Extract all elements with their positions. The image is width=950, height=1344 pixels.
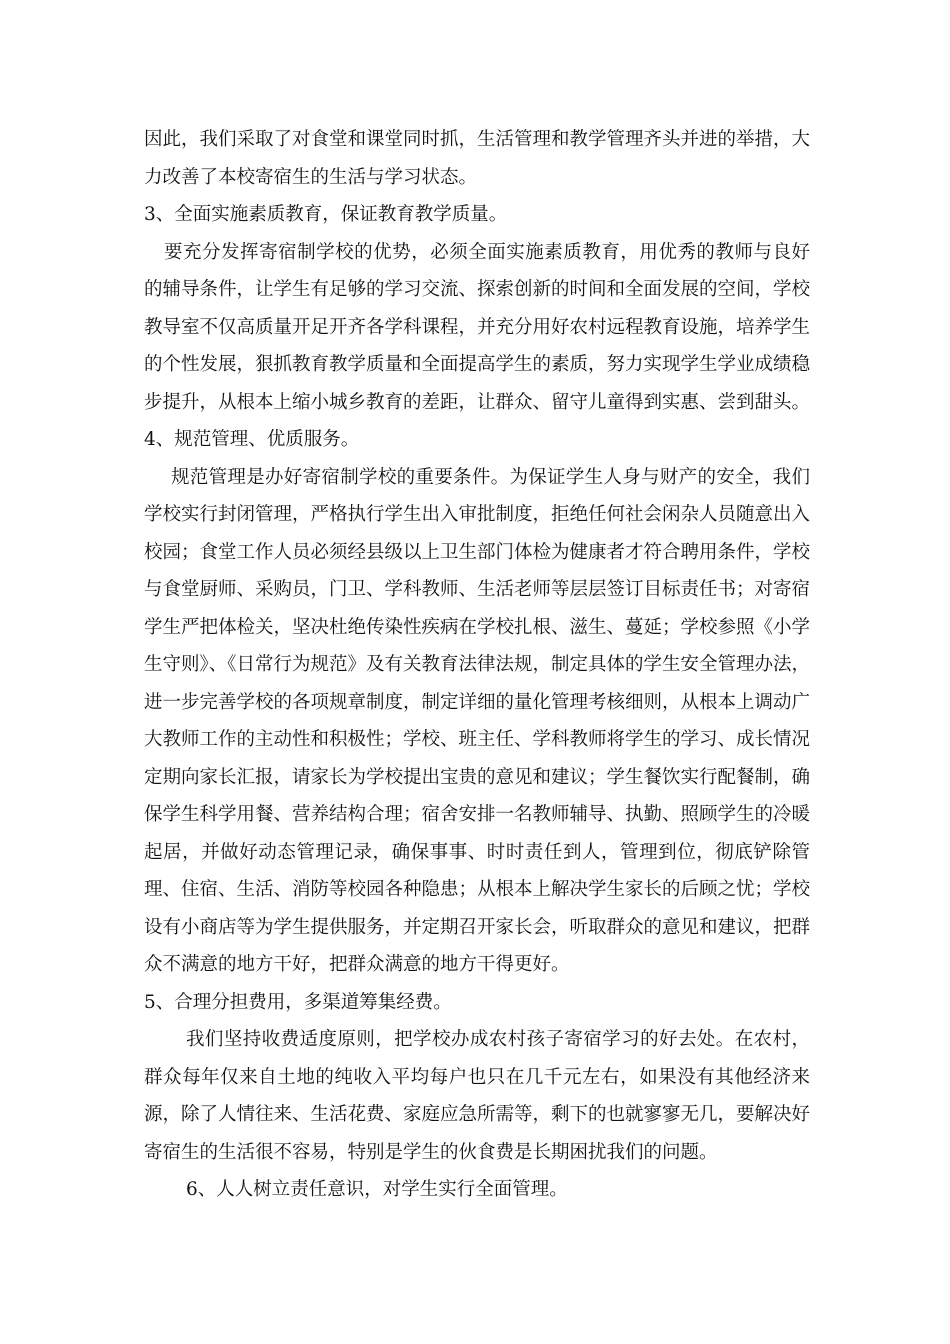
- paragraph-section-3: 要充分发挥寄宿制学校的优势，必须全面实施素质教育，用优秀的教师与良好的辅导条件，让学生有足够的学习交流、探索创新的时间和全面发展的空间，学校教导室不仅高质量开足开齐各学科课程，并充分用好农村远程教育设施，培养学生的个性发展，狠抓教育教学质量和全面提高学生的素质，努力实现学生学业成绩稳步提升，从根本上缩小城乡教育的差距，让群众、留守儿童得到实惠、尝到甜头。: [144, 241, 811, 413]
- section-heading-5: 5、合理分担费用，多渠道筹集经费。: [144, 991, 452, 1013]
- paragraph-intro: 因此，我们采取了对食堂和课堂同时抓，生活管理和教学管理齐头并进的举措，大力改善了本校寄宿生的生活与学习状态。: [144, 129, 811, 188]
- section-heading-6: 6、人人树立责任意识，对学生实行全面管理。: [186, 1179, 568, 1200]
- document-body: [144, 121, 810, 1209]
- paragraph-section-5: 我们坚持收费适度原则，把学校办成农村孩子寄宿学习的好去处。在农村，群众每年仅来自土地的纯收入平均每户也只在几千元左右，如果没有其他经济来源，除了人情往来、生活花费、家庭应急所需等，剩下的也就寥寥无几，要解决好寄宿生的生活很不容易，特别是学生的伙食费是长期困扰我们的问题。: [144, 1029, 811, 1163]
- section-heading-3: 3、全面实施素质教育，保证教育教学质量。: [144, 204, 508, 225]
- paragraph-section-4: 规范管理是办好寄宿制学校的重要条件。为保证学生人身与财产的安全，我们学校实行封闭管理，严格执行学生出入审批制度，拒绝任何社会闲杂人员随意出入校园；食堂工作人员必须经县级以上卫生部门体检为健康者才符合聘用条件，学校与食堂厨师、采购员，门卫、学科教师、生活老师等层层签订目标责任书；对寄宿学生严把体检关，坚决杜绝传染性疾病在学校扎根、滋生、蔓延；学校参照《小学生守则》、《日常行为规范》及有关教育法律法规，制定具体的学生安全管理办法，进一步完善学校的各项规章制度，制定详细的量化管理考核细则，从根本上调动广大教师工作的主动性和积极性；学校、班主任、学科教师将学生的学习、成长情况定期向家长汇报，请家长为学校提出宝贵的意见和建议；学生餐饮实行配餐制，确保学生科学用餐、营养结构合理；宿舍安排一名教师辅导、执勤、照顾学生的冷暖起居，并做好动态管理记录，确保事事、时时责任到人，管理到位，彻底铲除管理、住宿、生活、消防等校园各种隐患；从根本上解决学生家长的后顾之忧；学校设有小商店等为学生提供服务，并定期召开家长会，听取群众的意见和建议，把群众不满意的地方干好，把群众满意的地方干得更好。: [144, 466, 811, 975]
- section-heading-4: 4、规范管理、优质服务。: [144, 429, 360, 450]
